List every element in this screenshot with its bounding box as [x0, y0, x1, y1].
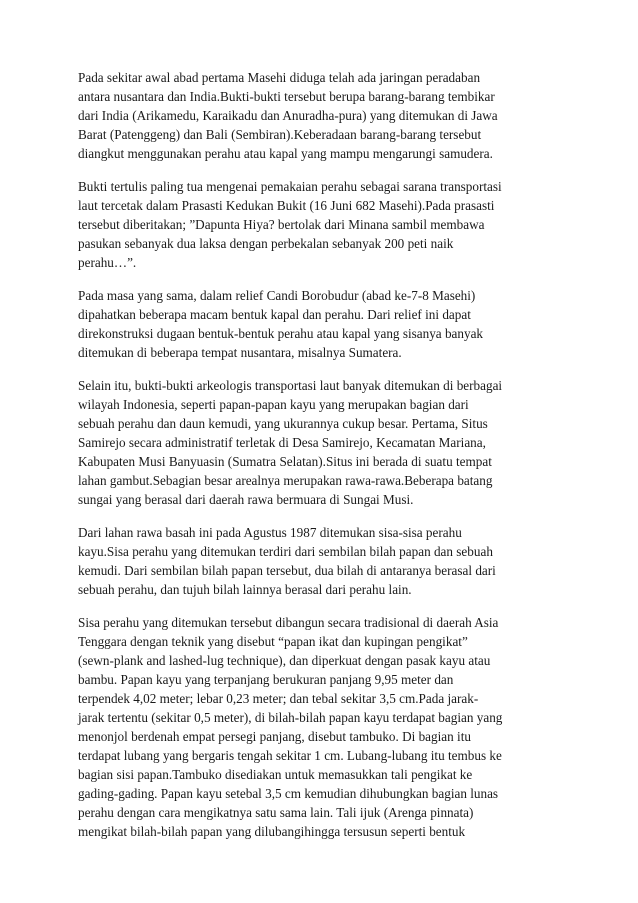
- text-line: sebuah perahu dan daun kemudi, yang ukurannya cukup besar. Pertama, Situs: [78, 416, 488, 431]
- paragraph: [78, 68, 568, 163]
- text-line: Barat (Patenggeng) dan Bali (Sembiran).Keberadaan barang-barang tersebut: [78, 127, 482, 142]
- text-line: perahu…”.: [78, 255, 137, 270]
- text-line: dari India (Arikamedu, Karaikadu dan Anuradha-pura) yang ditemukan di Jawa: [78, 108, 498, 123]
- text-line: pasukan sebanyak dua laksa dengan perbekalan sebanyak 200 peti naik: [78, 236, 454, 251]
- text-line: wilayah Indonesia, seperti papan-papan kayu yang merupakan bagian dari: [78, 397, 469, 412]
- text-line: Samirejo secara administratif terletak di Desa Samirejo, Kecamatan Mariana,: [78, 435, 486, 450]
- text-line: dipahatkan beberapa macam bentuk kapal dan perahu. Dari relief ini dapat: [78, 307, 471, 322]
- text-line: Bukti tertulis paling tua mengenai pemakaian perahu sebagai sarana transportasi: [78, 179, 502, 194]
- text-line: bambu. Papan kayu yang terpanjang berukuran panjang 9,95 meter dan: [78, 672, 454, 687]
- text-line: (sewn-plank and lashed-lug technique), dan diperkuat dengan pasak kayu atau: [78, 653, 491, 668]
- text-line: Dari lahan rawa basah ini pada Agustus 1987 ditemukan sisa-sisa perahu: [78, 525, 462, 540]
- text-line: sungai yang berasal dari daerah rawa bermuara di Sungai Musi.: [78, 492, 414, 507]
- text-line: ditemukan di beberapa tempat nusantara, misalnya Sumatera.: [78, 345, 402, 360]
- text-line: terpendek 4,02 meter; lebar 0,23 meter; dan tebal sekitar 3,5 cm.Pada jarak-: [78, 691, 479, 706]
- text-line: antara nusantara dan India.Bukti-bukti tersebut berupa barang-barang tembikar: [78, 89, 495, 104]
- text-line: direkonstruksi dugaan bentuk-bentuk perahu atau kapal yang sisanya banyak: [78, 326, 484, 341]
- paragraph: [78, 177, 568, 272]
- text-line: jarak tertentu (sekitar 0,5 meter), di bilah-bilah papan kayu terdapat bagian yang: [78, 710, 503, 725]
- paragraph: [78, 523, 568, 599]
- text-line: tersebut diberitakan; ”Dapunta Hiya? bertolak dari Minana sambil membawa: [78, 217, 485, 232]
- text-line: laut tercetak dalam Prasasti Kedukan Bukit (16 Juni 682 Masehi).Pada prasasti: [78, 198, 495, 213]
- text-line: Sisa perahu yang ditemukan tersebut dibangun secara tradisional di daerah Asia: [78, 615, 499, 630]
- paragraph: [78, 376, 568, 509]
- text-line: Tenggara dengan teknik yang disebut “papan ikat dan kupingan pengikat”: [78, 634, 468, 649]
- text-line: sebuah perahu, dan tujuh bilah lainnya berasal dari perahu lain.: [78, 582, 412, 597]
- text-line: Pada masa yang sama, dalam relief Candi Borobudur (abad ke-7-8 Masehi): [78, 288, 476, 303]
- paragraph: [78, 613, 568, 841]
- text-line: perahu dengan cara mengikatnya satu sama lain. Tali ijuk (Arenga pinnata): [78, 805, 474, 820]
- text-line: kemudi. Dari sembilan bilah papan tersebut, dua bilah di antaranya berasal dari: [78, 563, 496, 578]
- document-body: [78, 68, 568, 855]
- text-line: mengikat bilah-bilah papan yang dilubangihingga tersusun seperti bentuk: [78, 824, 466, 839]
- text-line: terdapat lubang yang bergaris tengah sekitar 1 cm. Lubang-lubang itu tembus ke: [78, 748, 502, 763]
- text-line: bagian sisi papan.Tambuko disediakan untuk memasukkan tali pengikat ke: [78, 767, 473, 782]
- text-line: Pada sekitar awal abad pertama Masehi diduga telah ada jaringan peradaban: [78, 70, 481, 85]
- text-line: menonjol berdenah empat persegi panjang, disebut tambuko. Di bagian itu: [78, 729, 471, 744]
- paragraph: [78, 286, 568, 362]
- text-line: Kabupaten Musi Banyuasin (Sumatra Selatan).Situs ini berada di suatu tempat: [78, 454, 492, 469]
- text-line: gading-gading. Papan kayu setebal 3,5 cm kemudian dihubungkan bagian lunas: [78, 786, 499, 801]
- text-line: lahan gambut.Sebagian besar arealnya merupakan rawa-rawa.Beberapa batang: [78, 473, 493, 488]
- text-line: Selain itu, bukti-bukti arkeologis transportasi laut banyak ditemukan di berbagai: [78, 378, 503, 393]
- text-line: diangkut menggunakan perahu atau kapal yang mampu mengarungi samudera.: [78, 146, 493, 161]
- text-line: kayu.Sisa perahu yang ditemukan terdiri dari sembilan bilah papan dan sebuah: [78, 544, 493, 559]
